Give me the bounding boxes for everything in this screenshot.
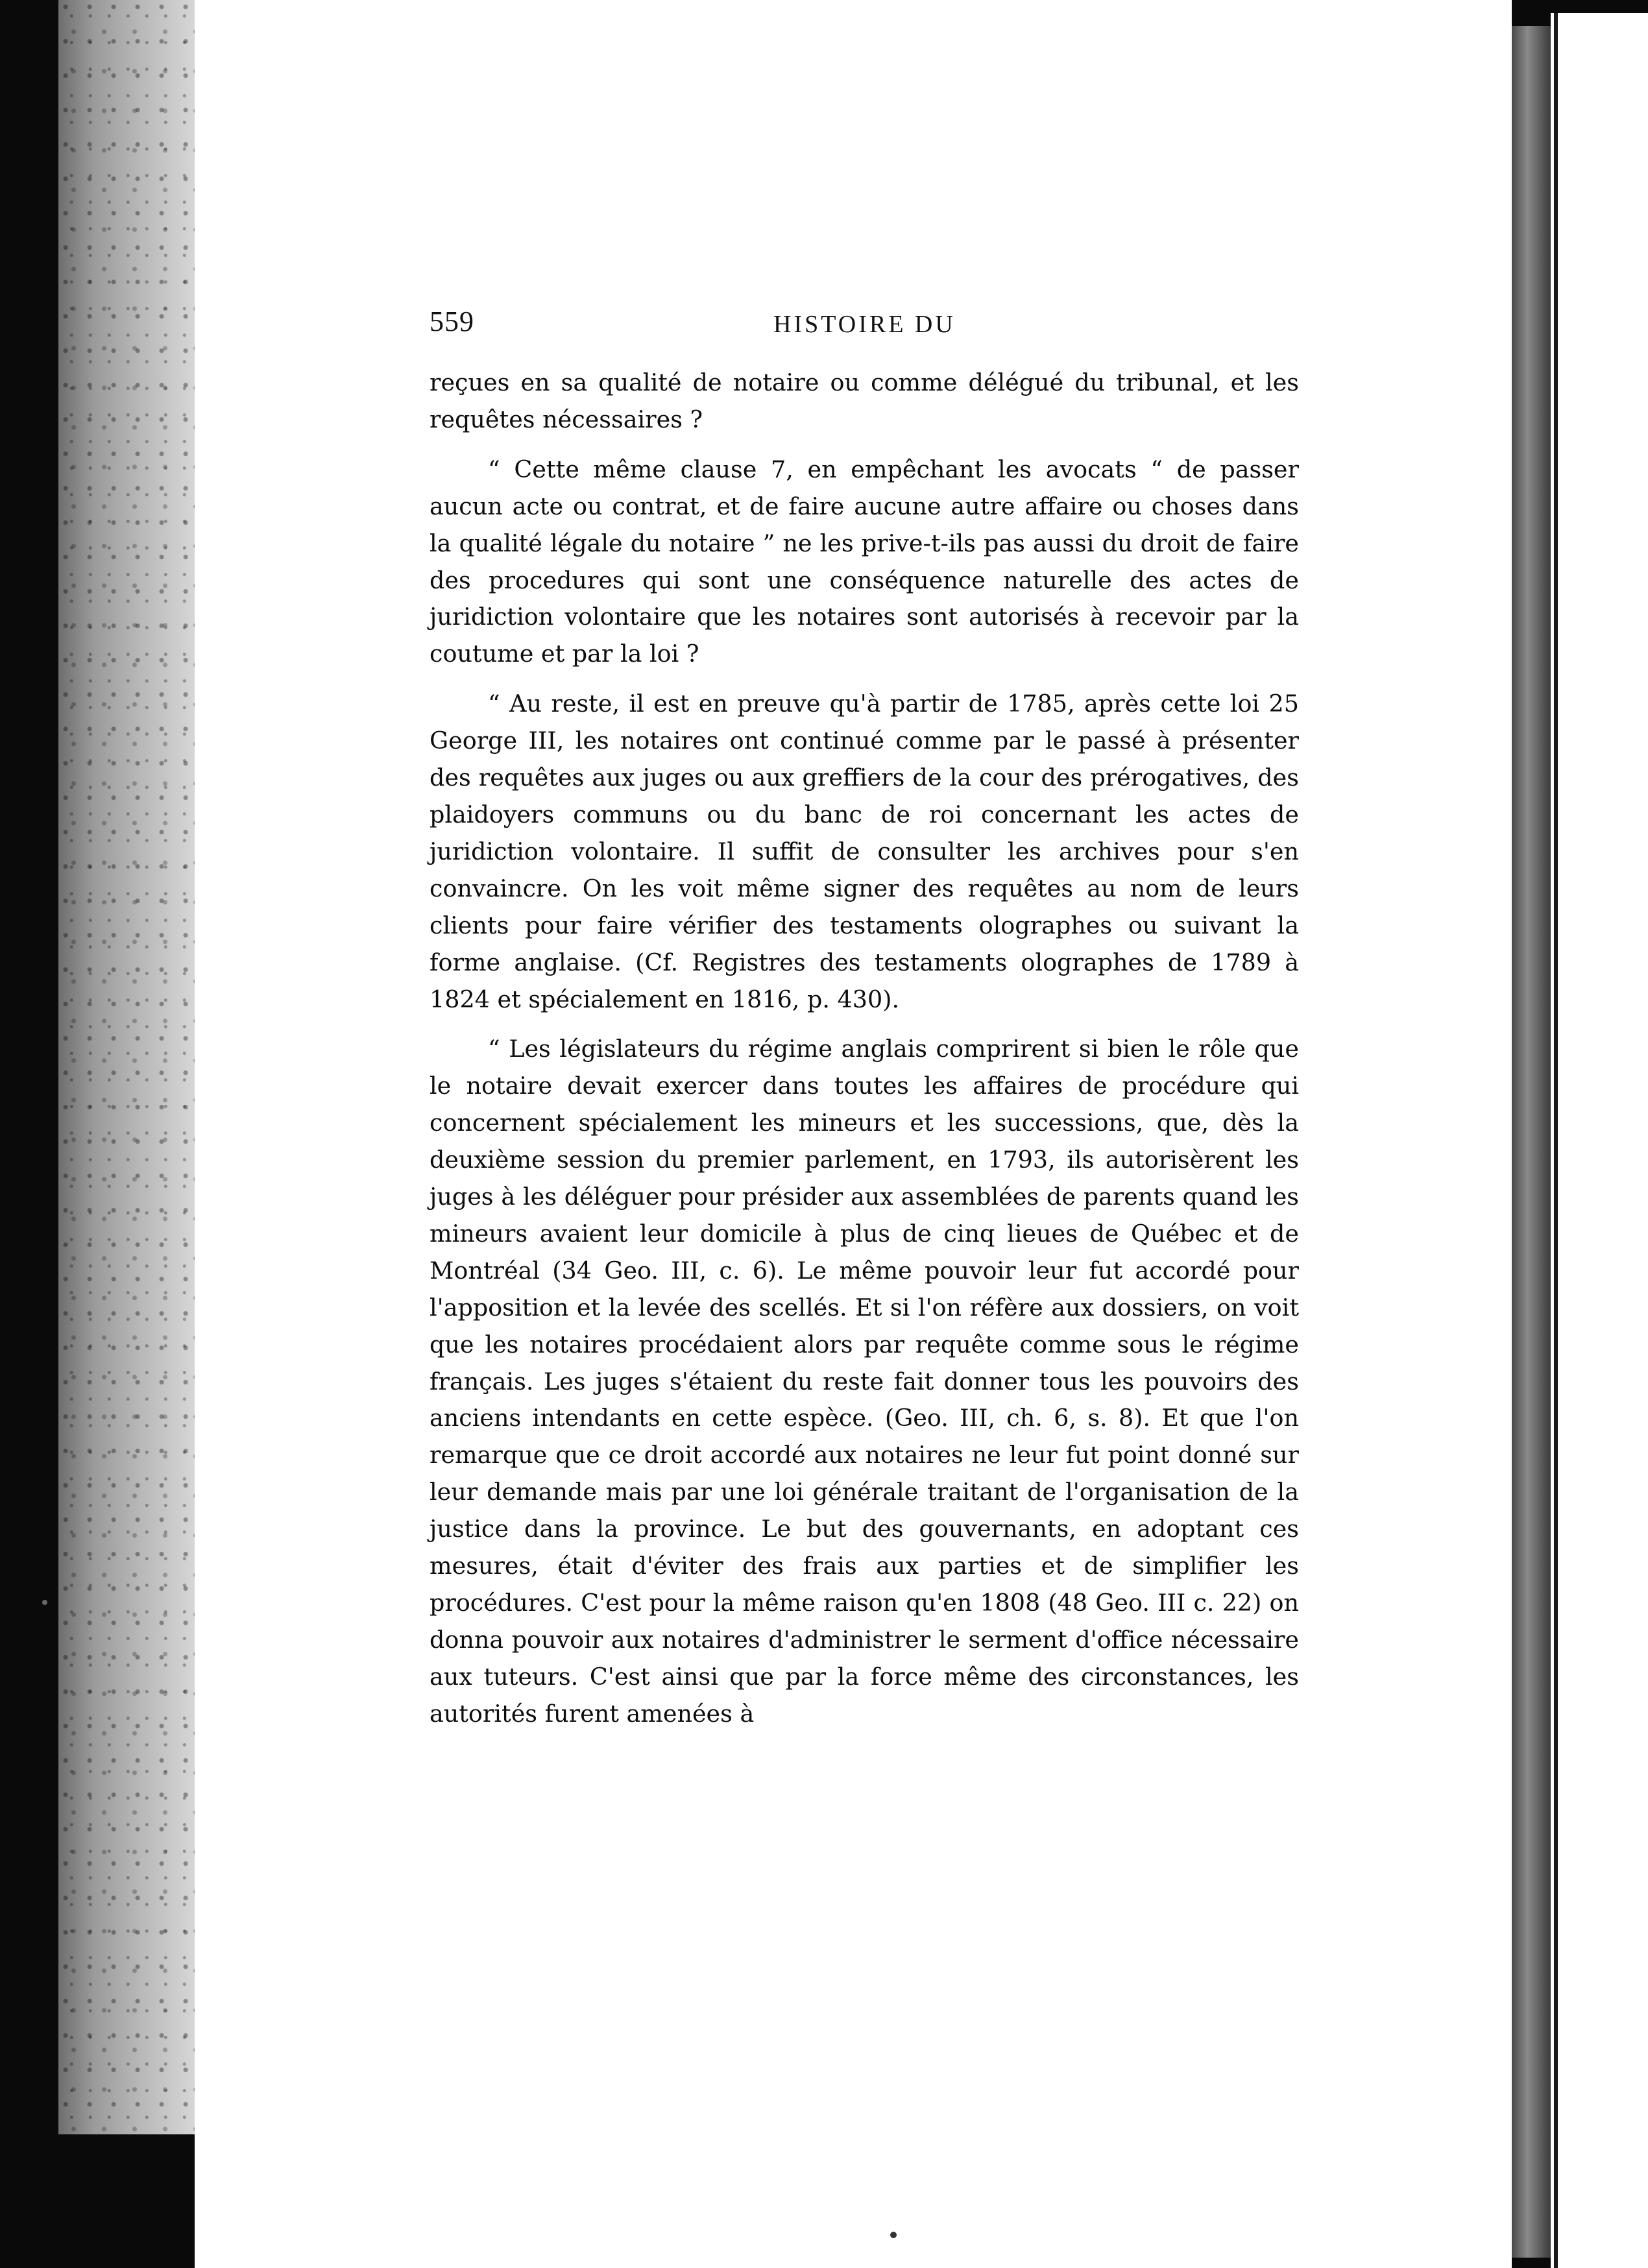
paragraph: “ Cette même clause 7, en empêchant les avocats “ de passer aucun acte ou contrat, et de faire aucune autre affaire ou choses dans la qualité légale du notaire ” ne les prive-t-ils pas aussi du droit de faire des procedures qui sont une conséquence naturelle des actes de juridiction volontaire que les notaires sont autorisés à recevoir par la coutume et par la loi ?	[430, 455, 1299, 668]
right-page-edge-shadow	[1512, 26, 1551, 2258]
scan-speck	[42, 1600, 47, 1605]
paragraph: “ Les législateurs du régime anglais comprirent si bien le rôle que le notaire devait exercer dans toutes les affaires de procédure qui concernent spécialement les mineurs et les successions, que, dès la deuxième session du premier parlement, en 1793, ils autorisèrent les juges à les déléguer pour présider aux assemblées de parents quand les mineurs avaient leur domicile à plus de cinq lieues de Québec et de Montréal (34 Geo. III, c. 6). Le même pouvoir leur fut accordé pour l'apposition et la levée des scellés. Et si l'on réfère aux dossiers, on voit que les notaires procédaient alors par requête comme sous le régime français. Les juges s'étaient du reste fait donner tous les pouvoirs des anciens intendants en cette espèce. (Geo. III, ch. 6, s. 8). Et que l'on remarque que ce droit accordé aux notaires ne leur fut point donné sur leur demande mais par une loi générale traitant de l'organisation de la justice dans la province. Le but des gouvernants, en adoptant ces mesures, était d'éviter des frais aux parties et de simplifier les procédures. C'est pour la même raison qu'en 1808 (48 Geo. III c. 22) on donna pouvoir aux notaires d'administrer le serment d'office nécessaire aux tuteurs. C'est ainsi que par la force même des circonstances, les autorités furent amenées à	[430, 1035, 1299, 1728]
running-head: HISTOIRE DU	[773, 311, 956, 338]
adjacent-page-edge	[58, 0, 198, 2134]
adjacent-page-right	[1551, 13, 1648, 2268]
body-text	[430, 365, 1299, 1746]
paragraph-continuation: reçues en sa qualité de notaire ou comme délégué du tribunal, et les requêtes nécessaires ?	[430, 368, 1299, 433]
adjacent-page-border	[1554, 13, 1558, 2268]
paragraph: “ Au reste, il est en preuve qu'à partir de 1785, après cette loi 25 George III, les notaires ont continué comme par le passé à présenter des requêtes aux juges ou aux greffiers de la cour des prérogatives, des plaidoyers communs ou du banc de roi concernant les actes de juridiction volontaire. Il suffit de consulter les archives pour s'en convaincre. On les voit même signer des requêtes au nom de leurs clients pour faire vérifier des testaments olographes ou suivant la forme anglaise. (Cf. Registres des testaments olographes de 1789 à 1824 et spécialement en 1816, p. 430).	[430, 690, 1299, 1013]
page-number: 559	[430, 306, 474, 337]
page-speck	[890, 2232, 897, 2238]
page-header	[430, 305, 1299, 350]
